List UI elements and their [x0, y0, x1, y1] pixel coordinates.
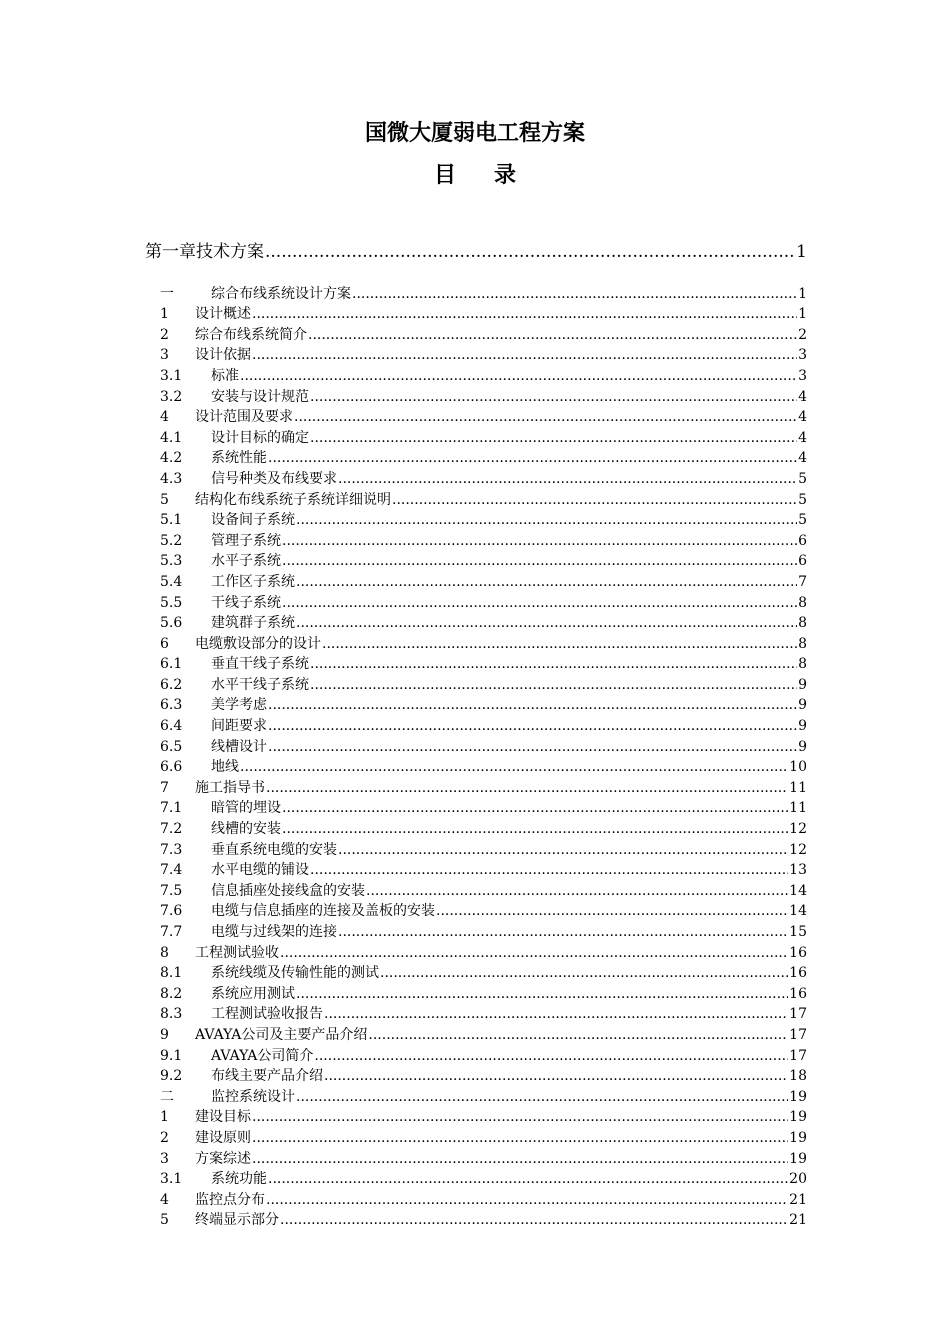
toc-entry-page-number: 13 — [789, 862, 807, 879]
leader-dots — [296, 512, 797, 529]
toc-entry-label: 设计范围及要求 — [195, 409, 293, 426]
toc-entry-page-number: 9 — [798, 697, 807, 714]
toc-entry-label: 信息插座处接线盒的安装 — [211, 882, 365, 899]
toc-entry[interactable] — [160, 447, 807, 468]
toc-entry-page-number: 16 — [789, 944, 807, 961]
toc-entry-number: 7.4 — [160, 862, 183, 879]
toc-entry-label: 管理子系统 — [211, 532, 281, 549]
toc-entry-number: 9 — [160, 1026, 169, 1043]
toc-entry[interactable] — [160, 1168, 807, 1189]
toc-entry-number: 1 — [160, 306, 169, 323]
toc-chapter-entry[interactable] — [145, 236, 807, 262]
toc-entry-label: AVAYA公司简介 — [211, 1047, 314, 1064]
toc-entry[interactable] — [160, 550, 807, 571]
toc-entry-label: 布线主要产品介绍 — [211, 1068, 323, 1085]
toc-entry-label: 工作区子系统 — [211, 573, 295, 590]
toc-entry-number: 4 — [160, 409, 169, 426]
leader-dots — [240, 368, 797, 385]
toc-entry-label: 监控系统设计 — [211, 1088, 295, 1105]
toc-entry-number: 7 — [160, 779, 169, 796]
toc-entry-number: 6 — [160, 635, 169, 652]
toc-entry-page-number: 2 — [798, 326, 807, 343]
toc-entry-label: 垂直干线子系统 — [211, 656, 309, 673]
toc-entry-number: 3.2 — [160, 388, 183, 405]
toc-entry-label: 系统性能 — [211, 450, 267, 467]
leader-dots — [380, 965, 788, 982]
toc-entry-label: 垂直系统电缆的安装 — [211, 841, 337, 858]
toc-entry[interactable] — [160, 962, 807, 983]
toc-entry-number: 5 — [160, 491, 169, 508]
toc-entry[interactable] — [160, 982, 807, 1003]
leader-dots — [310, 389, 797, 406]
toc-entry-number: 5.2 — [160, 532, 183, 549]
leader-dots — [268, 739, 797, 756]
toc-entry-page-number: 4 — [798, 409, 807, 426]
leader-dots — [252, 1130, 788, 1147]
leader-dots — [366, 883, 788, 900]
toc-entry[interactable] — [160, 570, 807, 591]
leader-dots — [265, 242, 795, 262]
toc-entry-number: 5.5 — [160, 594, 183, 611]
toc-entry[interactable] — [160, 406, 807, 427]
toc-entry[interactable] — [160, 1085, 807, 1106]
toc-entry[interactable] — [160, 1147, 807, 1168]
toc-entry[interactable] — [160, 1188, 807, 1209]
toc-entry[interactable] — [160, 344, 807, 365]
toc-entry[interactable] — [160, 920, 807, 941]
toc-entry-page-number: 5 — [798, 470, 807, 487]
leader-dots — [268, 1171, 788, 1188]
toc-entry-number: 5 — [160, 1212, 169, 1229]
leader-dots — [252, 347, 797, 364]
toc-entry-label: 信号种类及布线要求 — [211, 470, 337, 487]
leader-dots — [294, 409, 797, 426]
toc-entry[interactable] — [160, 694, 807, 715]
toc-entry-number: 6.1 — [160, 656, 183, 673]
toc-entry-label: 建设原则 — [195, 1129, 251, 1146]
toc-entry-label: 综合布线系统简介 — [195, 326, 307, 343]
toc-entry-label: 工程测试验收 — [195, 944, 279, 961]
toc-entry[interactable] — [160, 900, 807, 921]
toc-entry-number: 5.1 — [160, 512, 183, 529]
toc-entry[interactable] — [160, 653, 807, 674]
leader-dots — [314, 1048, 788, 1065]
leader-dots — [268, 718, 797, 735]
toc-entry-number: 3 — [160, 347, 169, 364]
toc-entry-number: 6.5 — [160, 738, 183, 755]
toc-entry[interactable] — [160, 756, 807, 777]
chapter-number: 第一章 — [145, 242, 196, 262]
toc-entry[interactable] — [160, 488, 807, 509]
toc-entry-label: 地线 — [211, 759, 239, 776]
leader-dots — [266, 1192, 788, 1209]
toc-entry-number: 二 — [160, 1088, 174, 1105]
toc-entry[interactable] — [160, 1065, 807, 1086]
leader-dots — [296, 615, 797, 632]
toc-entry-page-number: 4 — [798, 450, 807, 467]
leader-dots — [310, 862, 788, 879]
toc-entry-number: 8.3 — [160, 1006, 183, 1023]
toc-entry-page-number: 16 — [789, 985, 807, 1002]
toc-entry-label: 标准 — [211, 367, 239, 384]
toc-entry-page-number: 8 — [798, 656, 807, 673]
toc-entry-number: 3.1 — [160, 367, 183, 384]
toc-entry-number: 一 — [160, 285, 174, 302]
toc-entry-label: 电缆与信息插座的连接及盖板的安装 — [211, 903, 435, 920]
leader-dots — [268, 697, 797, 714]
toc-entry-page-number: 6 — [798, 532, 807, 549]
leader-dots — [240, 759, 788, 776]
toc-entry[interactable] — [160, 591, 807, 612]
toc-entry-number: 7.2 — [160, 821, 183, 838]
toc-entry-number: 1 — [160, 1109, 169, 1126]
leader-dots — [308, 327, 797, 344]
toc-entry-number: 4.3 — [160, 470, 183, 487]
toc-entry-number: 4.1 — [160, 429, 183, 446]
leader-dots — [296, 986, 788, 1003]
toc-entry-number: 9.2 — [160, 1068, 183, 1085]
toc-entry-label: 方案综述 — [195, 1150, 251, 1167]
leader-dots — [282, 595, 797, 612]
toc-entry-label: 设计依据 — [195, 347, 251, 364]
leader-dots — [368, 1027, 788, 1044]
toc-entry-page-number: 12 — [789, 821, 807, 838]
toc-entry[interactable] — [160, 509, 807, 530]
toc-entry-number: 2 — [160, 1129, 169, 1146]
toc-entry-label: 系统应用测试 — [211, 985, 295, 1002]
toc-entry-label: 建筑群子系统 — [211, 615, 295, 632]
toc-entry-page-number: 18 — [789, 1068, 807, 1085]
leader-dots — [324, 1006, 788, 1023]
leader-dots — [322, 636, 797, 653]
chapter-label: 技术方案 — [196, 242, 264, 262]
toc-entry-number: 4.2 — [160, 450, 183, 467]
leader-dots — [324, 1068, 788, 1085]
toc-entry-label: 设计概述 — [195, 306, 251, 323]
leader-dots — [338, 842, 788, 859]
leader-dots — [296, 1089, 788, 1106]
toc-entry-number: 3.1 — [160, 1171, 183, 1188]
toc-entry-page-number: 9 — [798, 718, 807, 735]
toc-entry[interactable] — [160, 426, 807, 447]
leader-dots — [252, 1151, 788, 1168]
toc-entry-page-number: 5 — [798, 512, 807, 529]
toc-entry[interactable] — [160, 1023, 807, 1044]
toc-entry[interactable] — [160, 714, 807, 735]
toc-entry-page-number: 10 — [789, 759, 807, 776]
toc-entry-page-number: 17 — [789, 1026, 807, 1043]
toc-entry[interactable] — [160, 385, 807, 406]
toc-entry[interactable] — [160, 632, 807, 653]
leader-dots — [280, 1212, 788, 1229]
toc-entry-page-number: 19 — [789, 1088, 807, 1105]
toc-entry-number: 6.4 — [160, 718, 183, 735]
toc-entry-page-number: 19 — [789, 1129, 807, 1146]
toc-entry-label: 终端显示部分 — [195, 1212, 279, 1229]
toc-entry-number: 6.6 — [160, 759, 183, 776]
leader-dots — [282, 553, 797, 570]
toc-entry-page-number: 21 — [789, 1212, 807, 1229]
toc-entry-label: 系统功能 — [211, 1171, 267, 1188]
toc-entry[interactable] — [160, 797, 807, 818]
toc-entry-number: 7.5 — [160, 882, 183, 899]
toc-entry-label: 暗管的埋设 — [211, 800, 281, 817]
toc-entry-number: 6.3 — [160, 697, 183, 714]
toc-entry-page-number: 1 — [798, 285, 807, 302]
toc-entry-label: 设备间子系统 — [211, 512, 295, 529]
toc-entry-number: 5.6 — [160, 615, 183, 632]
toc-entry-page-number: 3 — [798, 347, 807, 364]
toc-entry-page-number: 5 — [798, 491, 807, 508]
toc-entry-page-number: 17 — [789, 1047, 807, 1064]
toc-entry[interactable] — [160, 529, 807, 550]
toc-entry-number: 5.3 — [160, 553, 183, 570]
leader-dots — [310, 430, 797, 447]
toc-entry-label: 电缆与过线架的连接 — [211, 924, 337, 940]
toc-entry-page-number: 19 — [789, 1150, 807, 1167]
toc-entry-page-number: 19 — [789, 1109, 807, 1126]
leader-dots — [268, 450, 797, 467]
toc-entry-label: 建设目标 — [195, 1109, 251, 1126]
document-title: 国微大厦弱电工程方案 — [364, 120, 585, 146]
toc-entry-page-number: 3 — [798, 367, 807, 384]
toc-entry-label: 线槽的安装 — [211, 821, 281, 838]
leader-dots — [280, 945, 788, 962]
toc-entry-label: 美学考虑 — [211, 697, 267, 714]
toc-entry-label: 综合布线系统设计方案 — [211, 285, 351, 302]
toc-entry[interactable] — [160, 735, 807, 756]
toc-entry[interactable] — [160, 879, 807, 900]
toc-entry[interactable] — [160, 859, 807, 880]
toc-entry-number: 8 — [160, 944, 169, 961]
toc-entry[interactable] — [160, 323, 807, 344]
toc-entry-page-number: 11 — [789, 779, 807, 796]
toc-entry-page-number: 6 — [798, 553, 807, 570]
leader-dots — [352, 286, 797, 303]
leader-dots — [252, 1109, 788, 1126]
toc-entry[interactable] — [160, 364, 807, 385]
leader-dots — [310, 677, 797, 694]
toc-entry[interactable] — [160, 1003, 807, 1024]
toc-entry-page-number: 8 — [798, 594, 807, 611]
leader-dots — [338, 471, 797, 488]
toc-entry-label: 结构化布线系统子系统详细说明 — [195, 491, 391, 508]
leader-dots — [310, 656, 797, 673]
toc-entry-page-number: 12 — [789, 841, 807, 858]
leader-dots — [296, 574, 797, 591]
toc-entry-page-number: 8 — [798, 615, 807, 632]
toc-entry-page-number: 4 — [798, 388, 807, 405]
leader-dots — [338, 924, 788, 941]
toc-entry-label: AVAYA公司及主要产品介绍 — [195, 1026, 368, 1043]
toc-entry-number: 3 — [160, 1150, 169, 1167]
toc-entry[interactable] — [160, 303, 807, 324]
toc-entry-page-number: 17 — [789, 1006, 807, 1023]
toc-entry[interactable] — [160, 673, 807, 694]
toc-entry-page-number: 9 — [798, 738, 807, 755]
toc-entry-label: 水平干线子系统 — [211, 676, 309, 693]
toc-entry-number: 7.6 — [160, 903, 183, 920]
toc-entry[interactable] — [160, 1044, 807, 1065]
toc-entry-page-number: 9 — [798, 676, 807, 693]
leader-dots — [252, 306, 797, 323]
toc-entry-number: 9.1 — [160, 1047, 183, 1064]
toc-entry[interactable] — [160, 612, 807, 633]
toc-entry-number: 7.3 — [160, 841, 183, 858]
toc-entry-label: 设计目标的确定 — [211, 429, 309, 446]
toc-entry[interactable] — [160, 1209, 807, 1230]
toc-entry-page-number: 20 — [789, 1171, 807, 1188]
toc-entry[interactable] — [160, 776, 807, 797]
toc-entry-page-number: 15 — [789, 924, 807, 940]
toc-entry[interactable] — [160, 282, 807, 303]
toc-entry-label: 施工指导书 — [195, 779, 265, 796]
toc-entry-number: 5.4 — [160, 573, 183, 590]
toc-entry-number: 6.2 — [160, 676, 183, 693]
toc-entry[interactable] — [160, 1106, 807, 1127]
toc-entry-label: 安装与设计规范 — [211, 388, 309, 405]
toc-entry-label: 间距要求 — [211, 718, 267, 735]
toc-entry-page-number: 4 — [798, 429, 807, 446]
leader-dots — [282, 800, 788, 817]
toc-heading: 目录 — [433, 162, 554, 188]
toc-entry[interactable] — [160, 941, 807, 962]
toc-entry[interactable] — [160, 817, 807, 838]
toc-entry-page-number: 11 — [789, 800, 807, 817]
toc-entry-label: 水平电缆的铺设 — [211, 862, 309, 879]
toc-entry-label: 线槽设计 — [211, 738, 267, 755]
toc-entry-label: 系统线缆及传输性能的测试 — [211, 965, 379, 982]
toc-entry-label: 监控点分布 — [195, 1191, 265, 1208]
toc-entry[interactable] — [160, 838, 807, 859]
toc-entry-number: 8.1 — [160, 965, 183, 982]
toc-entry-label: 工程测试验收报告 — [211, 1006, 323, 1023]
toc-entry[interactable] — [160, 467, 807, 488]
leader-dots — [266, 780, 788, 797]
toc-entry-number: 4 — [160, 1191, 169, 1208]
toc-entry-page-number: 1 — [798, 306, 807, 323]
leader-dots — [392, 492, 797, 509]
toc-entry-page-number: 21 — [789, 1191, 807, 1208]
toc-entry-number: 7.1 — [160, 800, 183, 817]
toc-entry-page-number: 14 — [789, 882, 807, 899]
chapter-page-number: 1 — [796, 242, 807, 262]
toc-entry-page-number: 8 — [798, 635, 807, 652]
leader-dots — [282, 533, 797, 550]
toc-entry-label: 干线子系统 — [211, 594, 281, 611]
toc-entry-number: 7.7 — [160, 924, 183, 940]
toc-entry-page-number: 14 — [789, 903, 807, 920]
table-of-contents — [160, 282, 807, 1229]
toc-entry-page-number: 7 — [798, 573, 807, 590]
toc-entry-page-number: 16 — [789, 965, 807, 982]
toc-entry-number: 2 — [160, 326, 169, 343]
toc-entry-label: 电缆敷设部分的设计 — [195, 635, 321, 652]
toc-entry[interactable] — [160, 1126, 807, 1147]
leader-dots — [436, 903, 788, 920]
toc-entry-label: 水平子系统 — [211, 553, 281, 570]
leader-dots — [282, 821, 788, 838]
toc-entry-number: 8.2 — [160, 985, 183, 1002]
